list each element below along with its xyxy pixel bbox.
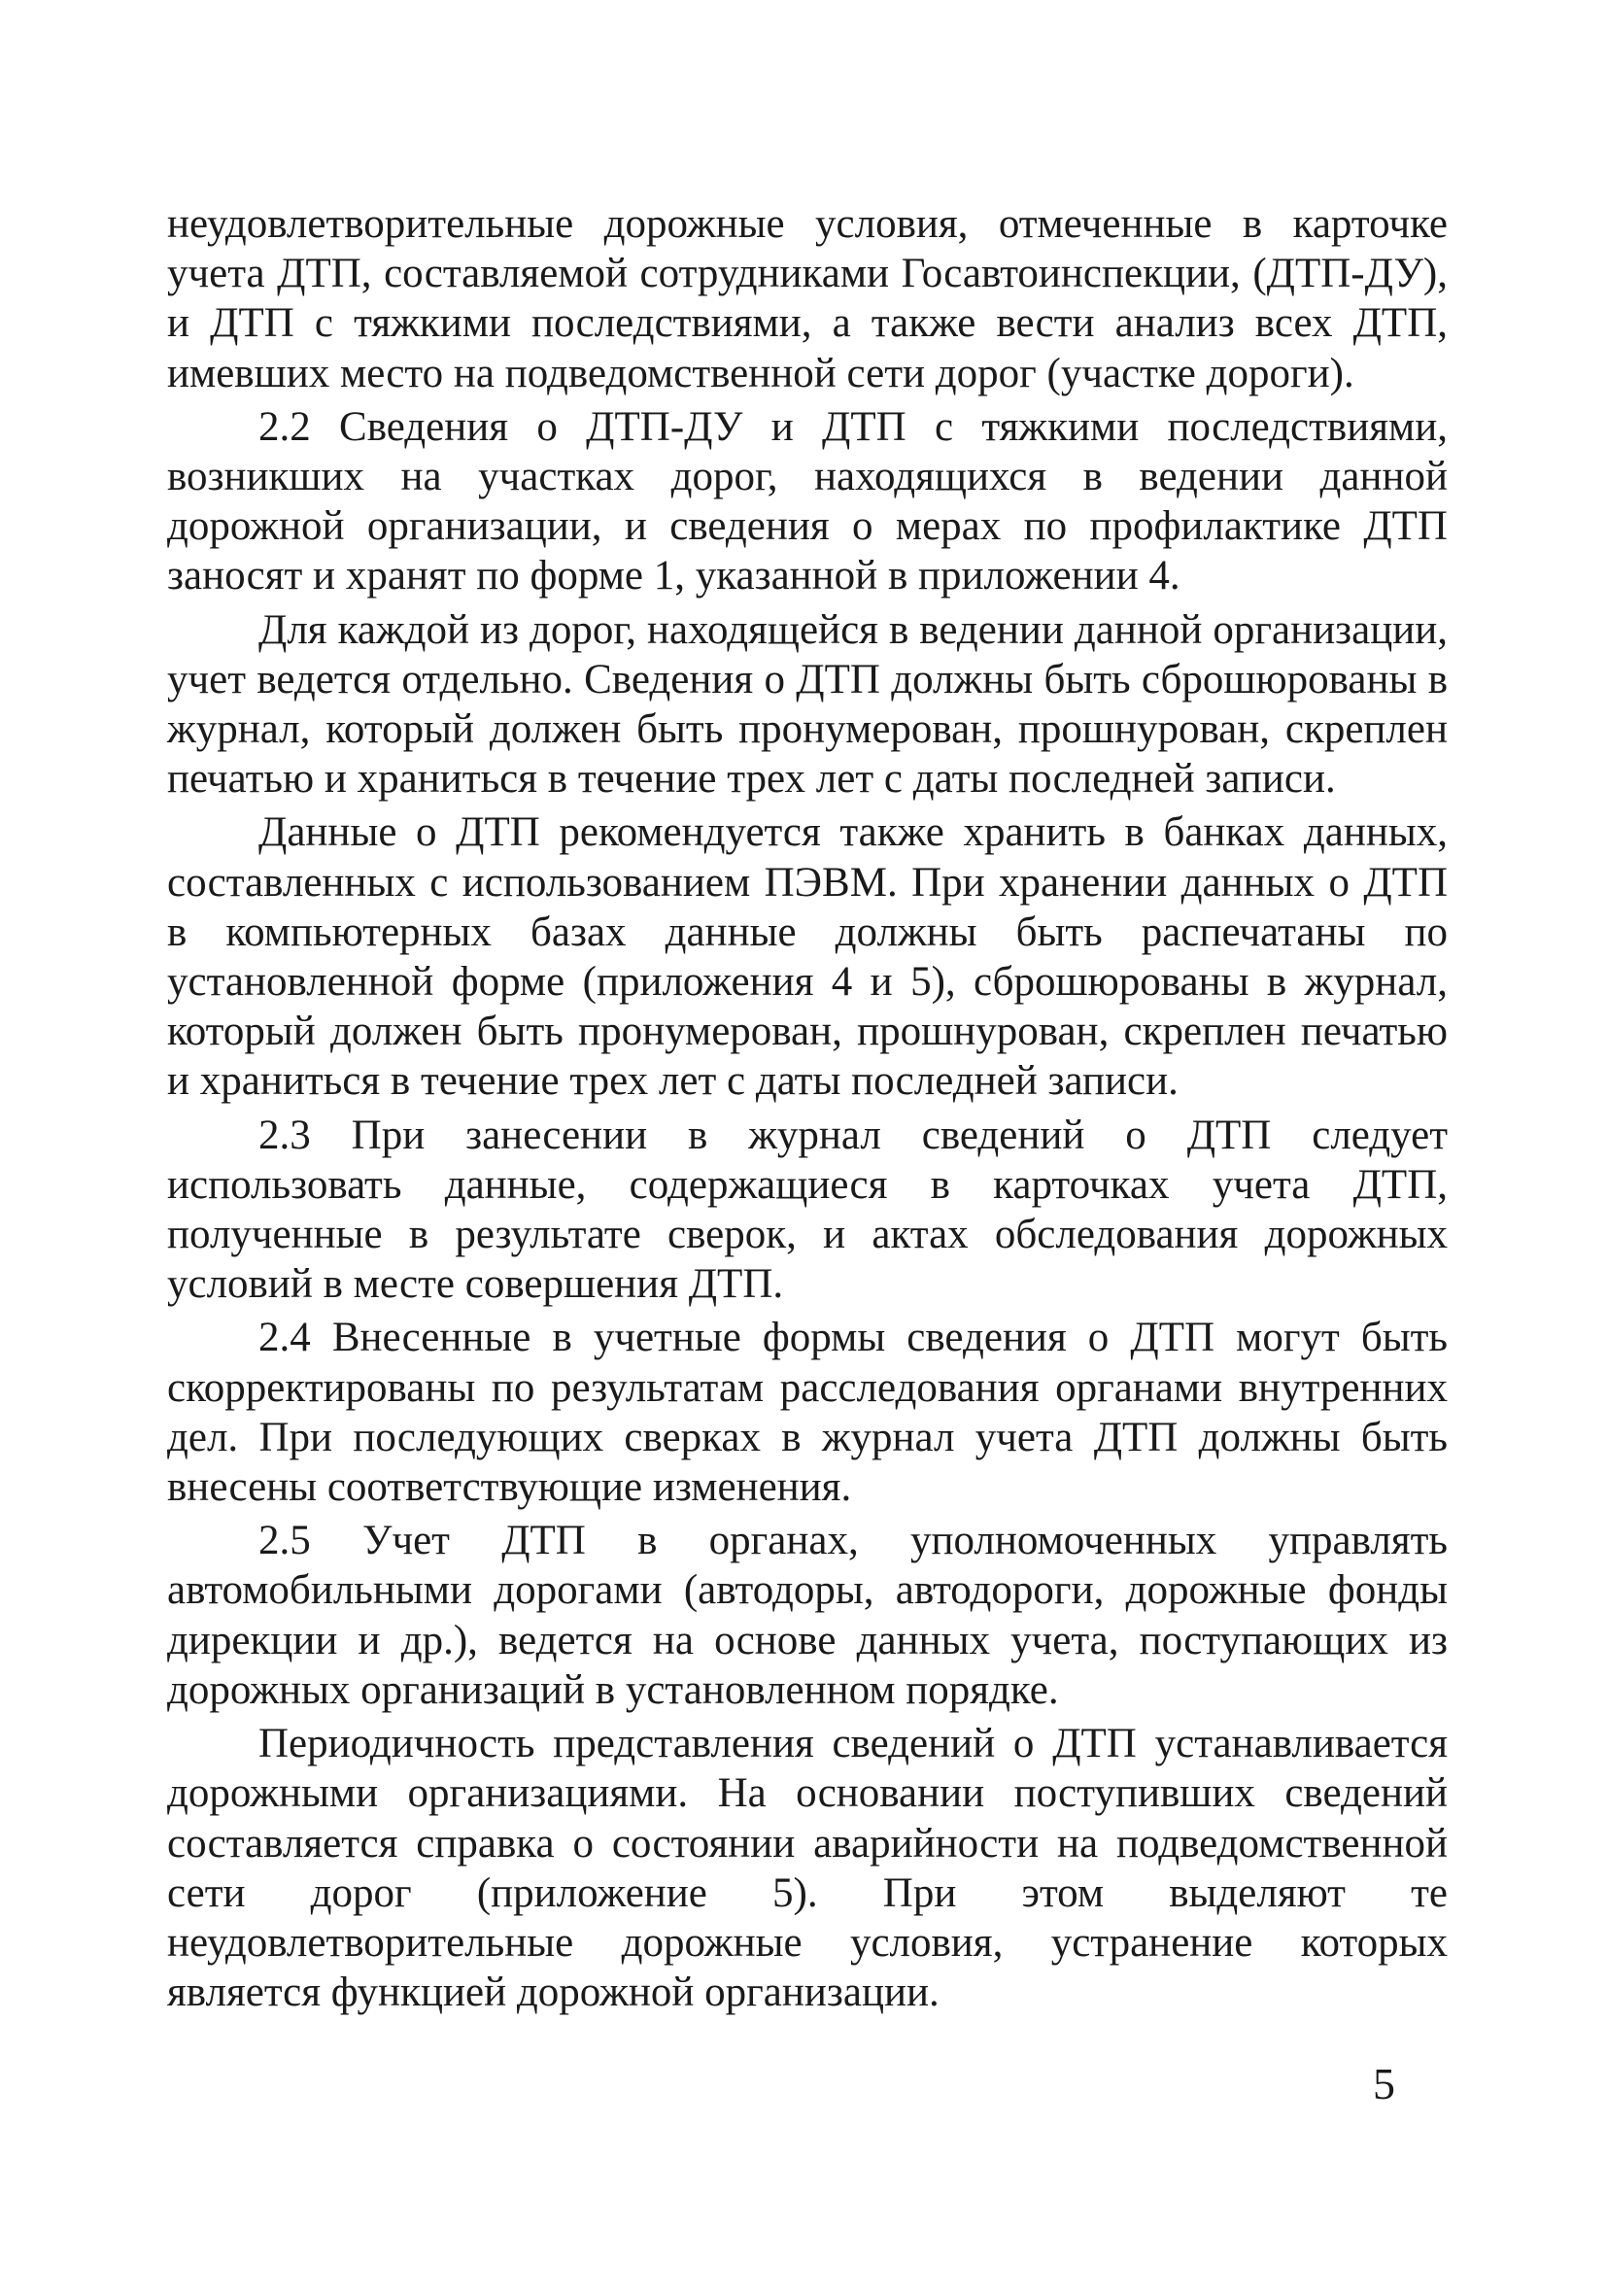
paragraph-2-5: 2.5 Учет ДТП в органах, уполномоченных управлять автомобильными дорогами (автодоры, автодороги, дорожные фонды дирекции и др.), ведется на основе данных учета, поступающих из дорожных организаций в установленном порядке. — [167, 1518, 1448, 1713]
paragraph-2-2: 2.2 Сведения о ДТП-ДУ и ДТП с тяжкими последствиями, возникших на участках дорог, находящихся в ведении данной дорожной организации, и сведения о мерах по профилактике ДТП заносят и хранят по форме 1, указанной в приложении 4. — [167, 403, 1448, 600]
paragraph-periodicity: Периодичность представления сведений о ДТП устанавливается дорожными организациями. На основании поступивших сведений составляется справка о состоянии аварийности на подведомственной сети дорог (приложение 5). При этом выделяют те неудовлетворительные дорожные условия, устранение которых является функцией дорожной организации. — [167, 1721, 1448, 2016]
paragraph-each-road: Для каждой из дорог, находящейся в ведении данной организации, учет ведется отдельно. Сведения о ДТП должны быть сброшюрованы в журнал, который должен быть пронумерован, прошнурован, скреплен печатью и храниться в течение трех лет с даты последней записи. — [167, 606, 1448, 803]
page-number: 5 — [1373, 2059, 1395, 2108]
paragraph-2-4: 2.4 Внесенные в учетные формы сведения о ДТП могут быть скорректированы по результатам расследования органами внутренних дел. При последующих сверках в журнал учета ДТП должны быть внесены соответствующие изменения. — [167, 1315, 1448, 1511]
paragraph-data-banks: Данные о ДТП рекомендуется также хранить в банках данных, составленных с использованием ПЭВМ. При хранении данных о ДТП в компьютерных базах данные должны быть распечатаны по установленной форме (приложения 4 и 5), сброшюрованы в журнал, который должен быть пронумерован, прошнурован, скреплен печатью и храниться в течение трех лет с даты последней записи. — [167, 809, 1448, 1105]
paragraph-2-3: 2.3 При занесении в журнал сведений о ДТП следует использовать данные, содержащиеся в карточках учета ДТП, полученные в результате сверок, и актах обследования дорожных условий в месте совершения ДТП. — [167, 1112, 1448, 1308]
paragraph-continuation: неудовлетворительные дорожные условия, отмеченные в карточке учета ДТП, составляемой сотрудниками Госавтоинспекции, (ДТП-ДУ), и ДТП с тяжкими последствиями, а также вести анализ всех ДТП, имевших место на подведомственной сети дорог (участке дороги). — [167, 201, 1448, 396]
document-body — [167, 199, 1448, 2017]
